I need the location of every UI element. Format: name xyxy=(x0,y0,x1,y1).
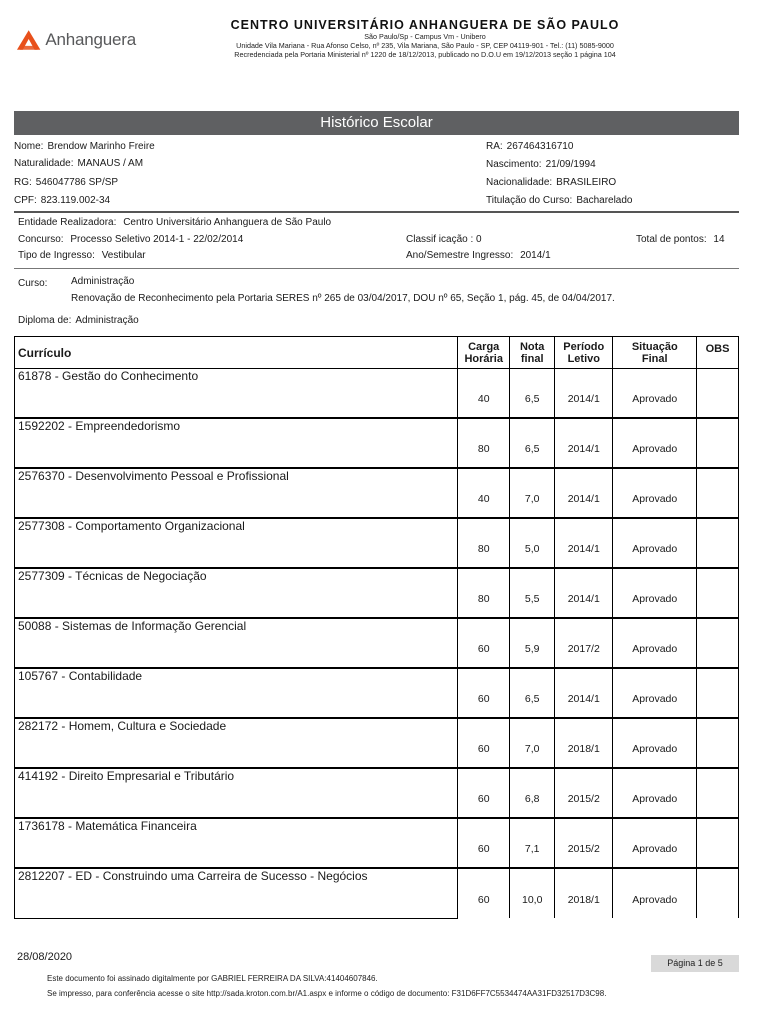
course-titulacao: Titulação do Curso: Bacharelado xyxy=(486,195,633,206)
nota-final-cell: 6,5 xyxy=(510,668,555,718)
nota-final-cell: 7,1 xyxy=(510,818,555,868)
table-row xyxy=(15,468,739,483)
carga-horaria-cell: 40 xyxy=(458,468,510,518)
obs-cell xyxy=(697,718,739,768)
institution-header xyxy=(140,18,710,59)
curriculum-table xyxy=(14,336,739,919)
carga-horaria-cell: 40 xyxy=(458,369,510,419)
col-carga-horaria: Carga Horária xyxy=(458,337,510,369)
situacao-final-cell: Aprovado xyxy=(613,518,697,568)
col-obs: OBS xyxy=(697,337,739,369)
situacao-final-cell: Aprovado xyxy=(613,718,697,768)
situacao-final-cell: Aprovado xyxy=(613,768,697,818)
discipline-name: 2577309 - Técnicas de Negociação xyxy=(15,568,458,583)
nota-final-cell: 5,9 xyxy=(510,618,555,668)
student-rg: RG: 546047786 SP/SP xyxy=(14,177,119,188)
discipline-spacer xyxy=(15,833,458,868)
situacao-final-cell: Aprovado xyxy=(613,618,697,668)
col-situacao-final: Situação Final xyxy=(613,337,697,369)
periodo-letivo-cell: 2014/1 xyxy=(555,369,613,419)
total-pontos: Total de pontos: 14 xyxy=(636,234,725,245)
table-row xyxy=(15,718,739,733)
obs-cell xyxy=(697,868,739,918)
diploma: Diploma de: Administração xyxy=(18,315,139,326)
carga-horaria-cell: 60 xyxy=(458,668,510,718)
table-header-row xyxy=(15,337,739,369)
periodo-letivo-cell: 2014/1 xyxy=(555,418,613,468)
discipline-spacer xyxy=(15,383,458,418)
situacao-final-cell: Aprovado xyxy=(613,369,697,419)
discipline-spacer xyxy=(15,633,458,668)
discipline-spacer xyxy=(15,533,458,568)
obs-cell xyxy=(697,668,739,718)
print-date: 28/08/2020 xyxy=(17,951,73,963)
discipline-spacer xyxy=(15,433,458,468)
carga-horaria-cell: 60 xyxy=(458,718,510,768)
discipline-name: 1736178 - Matemática Financeira xyxy=(15,818,458,833)
nota-final-cell: 7,0 xyxy=(510,718,555,768)
table-row xyxy=(15,618,739,633)
discipline-name: 1592202 - Empreendedorismo xyxy=(15,418,458,433)
campus-line: São Paulo/Sp - Campus Vm - Unibero xyxy=(364,32,486,41)
discipline-spacer xyxy=(15,683,458,718)
col-nota-final: Nota final xyxy=(510,337,555,369)
student-nacionalidade: Nacionalidade: BRASILEIRO xyxy=(486,177,617,188)
discipline-spacer xyxy=(15,583,458,618)
renovacao-reconhecimento: Renovação de Reconhecimento pela Portaria SERES nº 265 de 03/04/2017, DOU nº 65, Seção 1, pág. 45, de 04/04/2017. xyxy=(71,293,615,304)
periodo-letivo-cell: 2015/2 xyxy=(555,818,613,868)
carga-horaria-cell: 60 xyxy=(458,618,510,668)
nota-final-cell: 10,0 xyxy=(510,868,555,918)
verification-note: Se impresso, para conferência acesse o site http://sada.kroton.com.br/A1.aspx e informe o código de documento: F31D6FF7C5534474AA31FD32517D3C98. xyxy=(47,989,607,998)
obs-cell xyxy=(697,369,739,419)
discipline-name: 61878 - Gestão do Conhecimento xyxy=(15,369,458,384)
anhanguera-logo-icon xyxy=(16,29,41,51)
student-nascimento: Nascimento: 21/09/1994 xyxy=(486,159,596,170)
curso-label: Curso: xyxy=(18,278,48,289)
document-title: Histórico Escolar xyxy=(14,111,739,135)
carga-horaria-cell: 60 xyxy=(458,868,510,918)
carga-horaria-cell: 60 xyxy=(458,818,510,868)
ano-semestre-ingresso: Ano/Semestre Ingresso: 2014/1 xyxy=(406,250,551,261)
situacao-final-cell: Aprovado xyxy=(613,668,697,718)
student-naturalidade: Naturalidade: MANAUS / AM xyxy=(14,158,144,169)
discipline-name: 105767 - Contabilidade xyxy=(15,668,458,683)
col-curriculo: Currículo xyxy=(15,337,458,369)
col-periodo-letivo: Período Letivo xyxy=(555,337,613,369)
institution-name: CENTRO UNIVERSITÁRIO ANHANGUERA DE SÃO PAULO xyxy=(230,18,620,32)
nota-final-cell: 6,5 xyxy=(510,418,555,468)
discipline-name: 282172 - Homem, Cultura e Sociedade xyxy=(15,718,458,733)
periodo-letivo-cell: 2017/2 xyxy=(555,618,613,668)
nota-final-cell: 5,0 xyxy=(510,518,555,568)
table-row xyxy=(15,818,739,833)
table-row xyxy=(15,868,739,883)
logo-text: Anhanguera xyxy=(45,30,136,49)
table-row xyxy=(15,418,739,433)
discipline-name: 2576370 - Desenvolvimento Pessoal e Profissional xyxy=(15,468,458,483)
table-row xyxy=(15,369,739,384)
carga-horaria-cell: 60 xyxy=(458,768,510,818)
nota-final-cell: 6,8 xyxy=(510,768,555,818)
carga-horaria-cell: 80 xyxy=(458,418,510,468)
situacao-final-cell: Aprovado xyxy=(613,818,697,868)
periodo-letivo-cell: 2014/1 xyxy=(555,518,613,568)
obs-cell xyxy=(697,618,739,668)
discipline-spacer xyxy=(15,483,458,518)
periodo-letivo-cell: 2014/1 xyxy=(555,468,613,518)
divider xyxy=(14,211,739,213)
anhanguera-logo xyxy=(16,28,136,52)
carga-horaria-cell: 80 xyxy=(458,518,510,568)
table-row xyxy=(15,568,739,583)
situacao-final-cell: Aprovado xyxy=(613,568,697,618)
tipo-ingresso: Tipo de Ingresso: Vestibular xyxy=(18,250,146,261)
student-name: Nome: Brendow Marinho Freire xyxy=(14,141,155,152)
entidade-realizadora: Entidade Realizadora: Centro Universitário Anhanguera de São Paulo xyxy=(18,217,332,228)
divider xyxy=(14,268,739,269)
accreditation-line: Recredenciada pela Portaria Ministerial nº 1220 de 18/12/2013, publicado no D.O.U em 19/12/2013 seção 1 página 104 xyxy=(234,50,616,59)
discipline-spacer xyxy=(15,783,458,818)
table-row xyxy=(15,668,739,683)
obs-cell xyxy=(697,468,739,518)
discipline-name: 2577308 - Comportamento Organizacional xyxy=(15,518,458,533)
obs-cell xyxy=(697,568,739,618)
digital-signature-note: Este documento foi assinado digitalmente por GABRIEL FERREIRA DA SILVA:41404607846. xyxy=(47,974,378,983)
obs-cell xyxy=(697,418,739,468)
discipline-name: 414192 - Direito Empresarial e Tributário xyxy=(15,768,458,783)
periodo-letivo-cell: 2015/2 xyxy=(555,768,613,818)
periodo-letivo-cell: 2018/1 xyxy=(555,868,613,918)
address-line: Unidade Vila Mariana - Rua Afonso Celso, nº 235, Vila Mariana, São Paulo - SP, CEP 04119-901 - Tel.: (11) 5085-9000 xyxy=(236,41,614,50)
table-row xyxy=(15,518,739,533)
page-indicator: Página 1 de 5 xyxy=(651,955,739,972)
discipline-name: 2812207 - ED - Construindo uma Carreira de Sucesso - Negócios xyxy=(15,868,458,883)
nota-final-cell: 5,5 xyxy=(510,568,555,618)
table-row xyxy=(15,768,739,783)
situacao-final-cell: Aprovado xyxy=(613,418,697,468)
curso-name: Administração xyxy=(71,276,135,287)
carga-horaria-cell: 80 xyxy=(458,568,510,618)
student-ra: RA: 267464316710 xyxy=(486,141,574,152)
obs-cell xyxy=(697,818,739,868)
discipline-spacer xyxy=(15,733,458,768)
periodo-letivo-cell: 2018/1 xyxy=(555,718,613,768)
obs-cell xyxy=(697,768,739,818)
periodo-letivo-cell: 2014/1 xyxy=(555,668,613,718)
discipline-spacer xyxy=(15,883,458,918)
student-cpf: CPF: 823.119.002-34 xyxy=(14,195,111,206)
nota-final-cell: 6,5 xyxy=(510,369,555,419)
situacao-final-cell: Aprovado xyxy=(613,468,697,518)
discipline-name: 50088 - Sistemas de Informação Gerencial xyxy=(15,618,458,633)
concurso: Concurso: Processo Seletivo 2014-1 - 22/02/2014 xyxy=(18,234,244,245)
nota-final-cell: 7,0 xyxy=(510,468,555,518)
classificacao: Classif icação : 0 xyxy=(406,234,482,245)
situacao-final-cell: Aprovado xyxy=(613,868,697,918)
obs-cell xyxy=(697,518,739,568)
periodo-letivo-cell: 2014/1 xyxy=(555,568,613,618)
